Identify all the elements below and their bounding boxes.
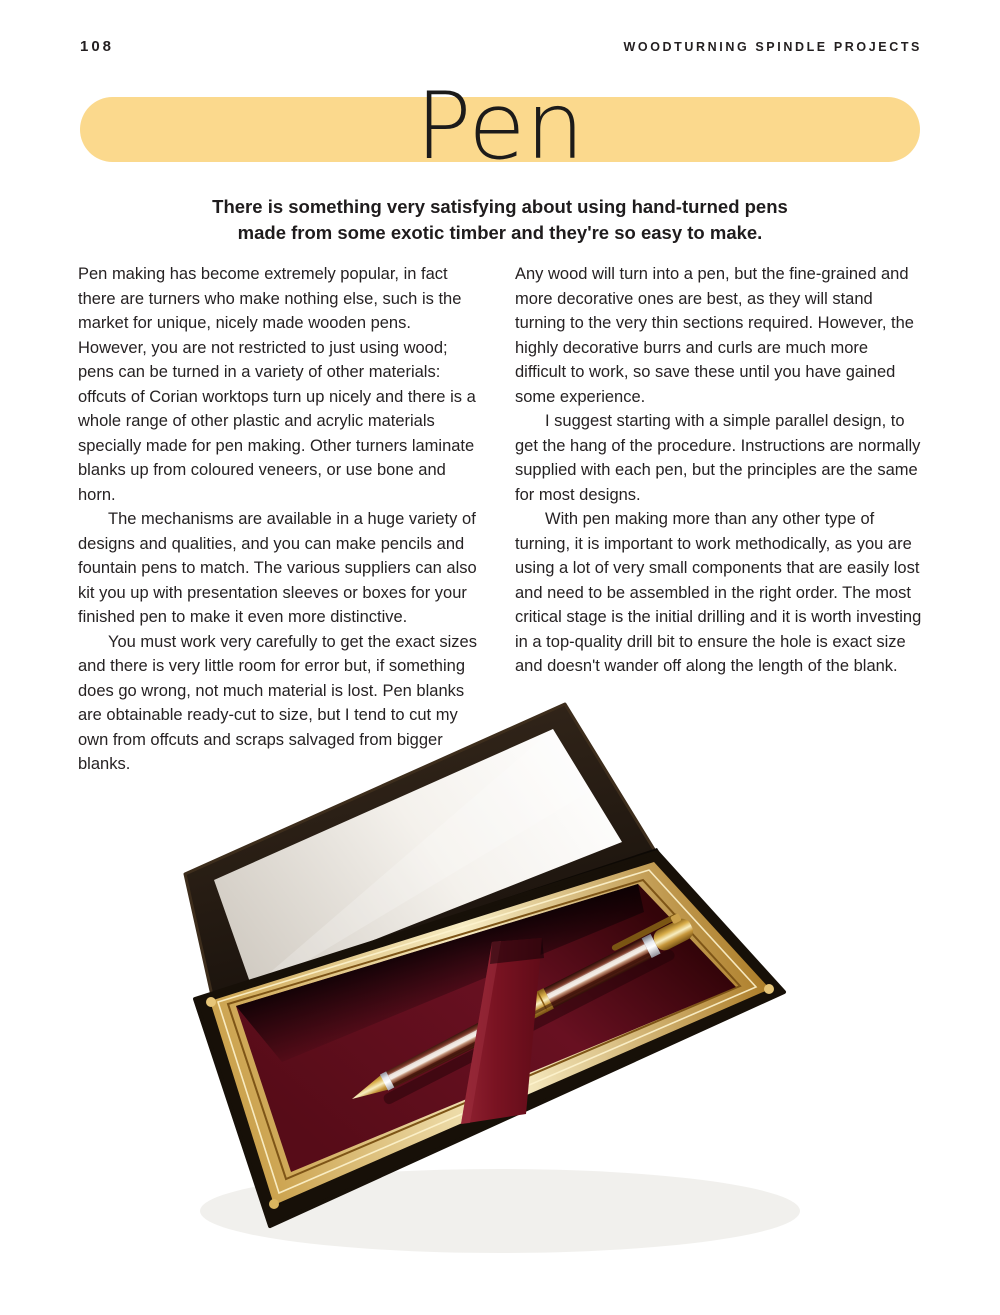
intro-line-1: There is something very satisfying about using hand-turned pens	[212, 196, 788, 217]
pen-box-photo	[170, 696, 830, 1276]
paragraph: The mechanisms are available in a huge variety of designs and qualities, and you can make pencils and fountain pens to match. The various suppliers can also kit you up with presentation sleeves or boxes for your finished pen to make it even more distinctive.	[78, 510, 477, 626]
paragraph: You must work very carefully to get the exact sizes and there is very little room for error but, if something does go wrong, not much material is lost. Pen blanks are obtainable ready-cut to size, but I tend to cut my own from offcuts and scraps salvaged from bigger blanks.	[78, 632, 477, 773]
intro-line-2: made from some exotic timber and they're so easy to make.	[237, 222, 763, 243]
text-column-right	[515, 262, 923, 679]
page-number: 108	[80, 38, 115, 55]
paragraph: Pen making has become extremely popular, in fact there are turners who make nothing else, such is the market for unique, nicely made wooden pens. However, you are not restricted to just using wood; pens can be turned in a variety of other materials: offcuts of Corian worktops turn up nicely and there is a whole range of other plastic and acrylic materials specially made for pen making. Other turners laminate blanks up from coloured veneers, or use bone and horn.	[78, 265, 476, 504]
paragraph: Any wood will turn into a pen, but the fine-grained and more decorative ones are best, as they will stand turning to the very thin sections required. However, the highly decorative burrs and curls are much more difficult to work, so save these until you have gained some experience.	[515, 265, 914, 406]
chapter-title: Pen	[415, 72, 585, 180]
chapter-intro	[0, 194, 1000, 246]
paragraph: I suggest starting with a simple parallel design, to get the hang of the procedure. Instructions are normally supplied with each pen, but the principles are the same for most designs.	[515, 412, 921, 504]
running-head: WOODTURNING SPINDLE PROJECTS	[623, 40, 922, 54]
paragraph: With pen making more than any other type of turning, it is important to work methodically, as you are using a lot of very small components that are easily lost and need to be assembled in the right order. The most critical stage is the initial drilling and it is worth investing in a top-quality drill bit to ensure the hole is exact size and doesn't wander off along the length of the blank.	[515, 510, 922, 675]
